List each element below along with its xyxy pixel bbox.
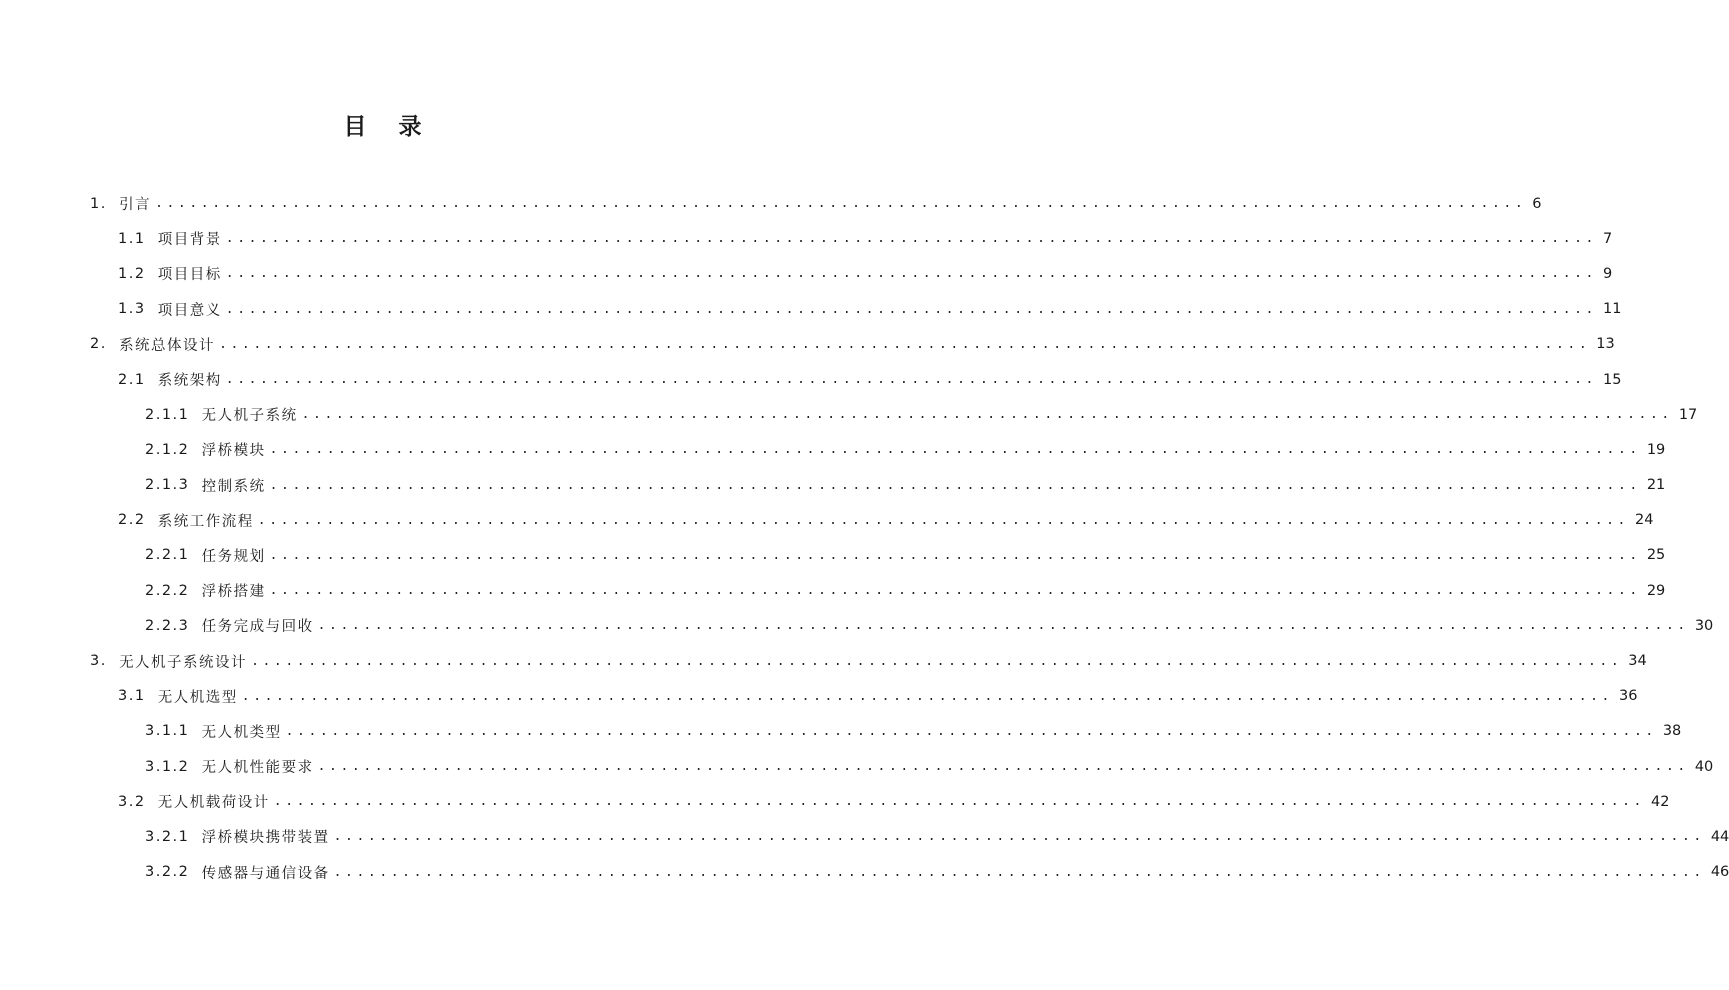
toc-entry-spacer xyxy=(146,231,158,247)
toc-entry-number: 2.1.3 xyxy=(145,477,190,494)
toc-entry-spacer xyxy=(189,477,201,493)
toc-entry-page-number: 24 xyxy=(1634,512,1654,529)
toc-entry-spacer xyxy=(107,653,119,669)
toc-entry-page-number: 40 xyxy=(1694,758,1714,775)
toc-entry-title: 无人机子系统设计 xyxy=(119,654,248,671)
toc-entry[interactable] xyxy=(0,221,1613,256)
toc-entry-spacer xyxy=(189,723,201,739)
toc-entry-number: 2.1 xyxy=(118,371,146,388)
toc-entry-number: 2.1.2 xyxy=(145,441,190,458)
toc-entry[interactable] xyxy=(0,573,1666,608)
table-of-contents xyxy=(0,186,1729,890)
toc-entry-page-number: 38 xyxy=(1662,723,1682,740)
toc-dot-leader: ........................................................................................................................ xyxy=(225,301,1597,317)
toc-entry[interactable] xyxy=(0,643,1647,678)
toc-entry-page-number: 34 xyxy=(1628,653,1647,670)
toc-dot-leader: ........................................................................................................................ xyxy=(333,829,1705,845)
toc-entry-number: 3.1.2 xyxy=(145,758,190,775)
toc-entry-number: 3.2 xyxy=(118,793,146,810)
toc-entry-page-number: 7 xyxy=(1602,230,1613,247)
toc-dot-leader: ........................................................................................................................ xyxy=(225,231,1597,247)
toc-dot-leader: ........................................................................................................................ xyxy=(225,372,1597,388)
toc-entry[interactable] xyxy=(0,432,1666,467)
page-title: 目录 xyxy=(343,114,454,140)
toc-entry-title: 任务规划 xyxy=(201,548,266,565)
toc-entry-number: 3. xyxy=(90,653,107,670)
toc-dot-leader: ........................................................................................................................ xyxy=(269,477,1641,493)
toc-entry-title: 项目目标 xyxy=(157,267,222,284)
toc-entry-spacer xyxy=(189,829,201,845)
toc-entry-title: 传感器与通信设备 xyxy=(201,865,330,882)
toc-entry[interactable] xyxy=(0,186,1542,221)
toc-entry-number: 3.2.2 xyxy=(145,864,190,881)
toc-entry[interactable] xyxy=(0,503,1654,538)
toc-entry-spacer xyxy=(189,547,201,563)
toc-entry[interactable] xyxy=(0,256,1613,291)
toc-entry-number: 3.1 xyxy=(118,688,146,705)
toc-entry-spacer xyxy=(146,301,158,317)
toc-dot-leader: ........................................................................................................................ xyxy=(317,759,1689,775)
toc-entry-title: 项目背景 xyxy=(157,232,222,249)
toc-dot-leader: ........................................................................................................................ xyxy=(285,723,1657,739)
toc-entry[interactable] xyxy=(0,749,1714,784)
toc-entry-page-number: 30 xyxy=(1694,617,1714,634)
toc-entry-number: 2.2.2 xyxy=(145,582,190,599)
toc-entry-page-number: 46 xyxy=(1710,864,1729,881)
toc-entry-number: 3.2.1 xyxy=(145,828,190,845)
toc-entry[interactable] xyxy=(0,714,1682,749)
toc-entry-title: 浮桥模块 xyxy=(201,443,266,460)
toc-entry-title: 任务完成与回收 xyxy=(201,619,314,636)
toc-entry-number: 2.2.1 xyxy=(145,547,190,564)
toc-entry-title: 无人机选型 xyxy=(157,689,238,706)
toc-entry[interactable] xyxy=(0,679,1638,714)
toc-entry-page-number: 25 xyxy=(1646,547,1666,564)
toc-entry[interactable] xyxy=(0,327,1615,362)
toc-dot-leader: ........................................................................................................................ xyxy=(225,266,1597,282)
toc-entry-page-number: 13 xyxy=(1596,336,1615,353)
toc-entry[interactable] xyxy=(0,397,1698,432)
toc-entry-spacer xyxy=(146,266,158,282)
toc-entry-title: 控制系统 xyxy=(201,478,266,495)
toc-entry-page-number: 15 xyxy=(1602,371,1622,388)
toc-dot-leader: ........................................................................................................................ xyxy=(301,407,1673,423)
toc-entry-title: 系统工作流程 xyxy=(157,513,254,530)
toc-entry[interactable] xyxy=(0,292,1622,327)
toc-dot-leader: ........................................................................................................................ xyxy=(269,442,1641,458)
toc-entry-title: 浮桥搭建 xyxy=(201,584,266,601)
toc-entry[interactable] xyxy=(0,608,1714,643)
toc-dot-leader: ........................................................................................................................ xyxy=(269,547,1641,563)
toc-entry-number: 1.3 xyxy=(118,301,146,318)
toc-entry-title: 系统总体设计 xyxy=(119,337,216,354)
toc-dot-leader: ........................................................................................................................ xyxy=(241,688,1613,704)
toc-entry-title: 无人机子系统 xyxy=(201,408,298,425)
toc-entry-page-number: 6 xyxy=(1532,195,1542,212)
toc-entry-spacer xyxy=(146,372,158,388)
toc-dot-leader: ........................................................................................................................ xyxy=(317,618,1689,634)
toc-entry-spacer xyxy=(189,442,201,458)
toc-dot-leader: ........................................................................................................................ xyxy=(155,196,1527,212)
toc-dot-leader: ........................................................................................................................ xyxy=(257,512,1629,528)
toc-entry-spacer xyxy=(107,336,119,352)
toc-entry-number: 1. xyxy=(90,195,107,212)
toc-entry[interactable] xyxy=(0,855,1729,890)
toc-entry-page-number: 9 xyxy=(1602,265,1613,282)
toc-entry-spacer xyxy=(189,864,201,880)
toc-dot-leader: ........................................................................................................................ xyxy=(219,336,1591,352)
toc-entry-number: 2. xyxy=(90,336,107,353)
toc-entry-number: 1.2 xyxy=(118,265,146,282)
toc-dot-leader: ........................................................................................................................ xyxy=(251,653,1623,669)
toc-entry-page-number: 29 xyxy=(1646,582,1666,599)
toc-dot-leader: ........................................................................................................................ xyxy=(273,794,1645,810)
toc-entry-spacer xyxy=(107,196,119,212)
toc-entry-number: 1.1 xyxy=(118,230,146,247)
toc-entry-title: 项目意义 xyxy=(157,302,222,319)
toc-entry[interactable] xyxy=(0,468,1666,503)
toc-entry[interactable] xyxy=(0,538,1666,573)
toc-entry-spacer xyxy=(189,759,201,775)
toc-entry-spacer xyxy=(146,794,158,810)
toc-dot-leader: ........................................................................................................................ xyxy=(333,864,1705,880)
toc-entry-title: 浮桥模块携带装置 xyxy=(201,830,330,847)
toc-entry-title: 无人机性能要求 xyxy=(201,760,314,777)
toc-entry-title: 无人机类型 xyxy=(201,724,282,741)
toc-entry-title: 无人机载荷设计 xyxy=(157,795,270,812)
toc-entry-number: 2.2 xyxy=(118,512,146,529)
toc-entry[interactable] xyxy=(0,819,1729,854)
toc-entry-spacer xyxy=(146,512,158,528)
toc-entry-spacer xyxy=(189,618,201,634)
toc-entry-spacer xyxy=(189,583,201,599)
toc-entry-title: 系统架构 xyxy=(157,373,222,390)
toc-entry-page-number: 44 xyxy=(1710,828,1729,845)
toc-entry[interactable] xyxy=(0,784,1670,819)
toc-entry-page-number: 19 xyxy=(1646,441,1666,458)
toc-entry-page-number: 11 xyxy=(1602,301,1622,318)
toc-entry-number: 3.1.1 xyxy=(145,723,190,740)
toc-dot-leader: ........................................................................................................................ xyxy=(269,583,1641,599)
toc-entry-spacer xyxy=(146,688,158,704)
toc-entry-page-number: 36 xyxy=(1618,688,1638,705)
toc-entry-page-number: 17 xyxy=(1678,406,1698,423)
toc-entry-page-number: 21 xyxy=(1646,477,1666,494)
toc-entry-page-number: 42 xyxy=(1650,793,1670,810)
toc-entry[interactable] xyxy=(0,362,1622,397)
toc-entry-number: 2.2.3 xyxy=(145,617,190,634)
toc-entry-title: 引言 xyxy=(119,197,152,214)
toc-entry-spacer xyxy=(189,407,201,423)
toc-entry-number: 2.1.1 xyxy=(145,406,190,423)
